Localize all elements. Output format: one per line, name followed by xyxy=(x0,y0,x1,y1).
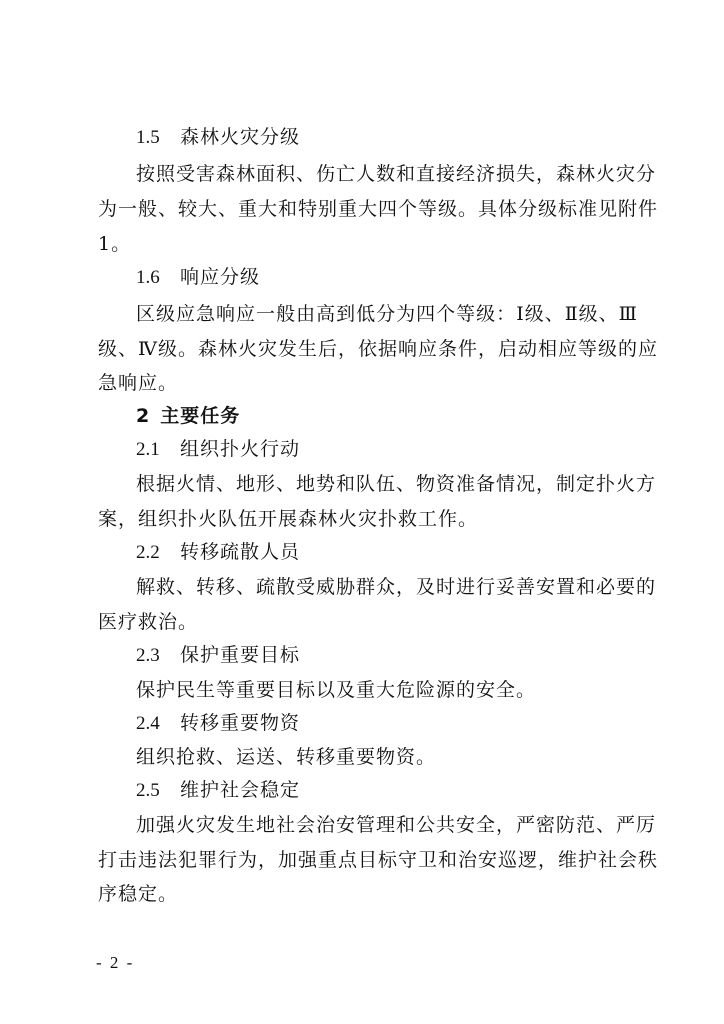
section-number: 2.4 xyxy=(136,713,160,734)
section-number: 2.3 xyxy=(136,645,160,666)
paragraph-line: 按照受害森林面积、伤亡人数和直接经济损失，森林火灾分 xyxy=(136,163,657,185)
paragraph-line: 急响应。 xyxy=(98,372,179,394)
page-number: - 2 - xyxy=(96,953,135,972)
section-title: 主要任务 xyxy=(160,405,241,427)
paragraph-line: 为一般、较大、重大和特别重大四个等级。具体分级标准见附件 xyxy=(98,198,659,220)
section-number: 2.1 xyxy=(136,439,160,460)
section-heading-2-2 xyxy=(136,540,676,565)
section-number: 1.5 xyxy=(136,127,160,148)
section-heading-2-4 xyxy=(136,711,676,736)
section-title: 转移疏散人员 xyxy=(180,541,301,563)
section-number: 1.6 xyxy=(136,267,160,288)
paragraph-line: 保护民生等重要目标以及重大危险源的安全。 xyxy=(136,679,537,701)
paragraph-line: 1。 xyxy=(98,233,132,255)
section-title: 维护社会稳定 xyxy=(180,779,301,801)
paragraph-line: 加强火灾发生地社会治安管理和公共安全，严密防范、严厉 xyxy=(136,814,657,836)
section-heading-2-5 xyxy=(136,778,676,803)
section-heading-1-5 xyxy=(136,125,676,150)
section-title: 保护重要目标 xyxy=(180,644,301,666)
section-heading-2 xyxy=(136,404,676,428)
paragraph-line: 打击违法犯罪行为，加强重点目标守卫和治安巡逻，维护社会秩 xyxy=(98,849,659,871)
paragraph-line: 根据火情、地形、地势和队伍、物资准备情况，制定扑火方 xyxy=(136,473,657,495)
paragraph-line: 组织抢救、运送、转移重要物资。 xyxy=(136,746,437,768)
section-title: 转移重要物资 xyxy=(180,712,301,734)
paragraph-line: 案，组织扑火队伍开展森林火灾扑救工作。 xyxy=(98,508,479,530)
section-number: 2 xyxy=(136,405,151,427)
section-heading-2-1 xyxy=(136,437,676,462)
section-heading-1-6 xyxy=(136,265,676,290)
section-heading-2-3 xyxy=(136,643,676,668)
section-title: 森林火灾分级 xyxy=(180,126,301,148)
paragraph-line: 解救、转移、疏散受威胁群众，及时进行妥善安置和必要的 xyxy=(136,576,657,598)
section-number: 2.2 xyxy=(136,542,160,563)
section-title: 响应分级 xyxy=(180,266,261,288)
paragraph-line: 级、Ⅳ级。森林火灾发生后，依据响应条件，启动相应等级的应 xyxy=(98,338,658,360)
section-title: 组织扑火行动 xyxy=(180,438,301,460)
paragraph-line: 医疗救治。 xyxy=(98,611,199,633)
paragraph-line: 序稳定。 xyxy=(98,883,179,905)
section-number: 2.5 xyxy=(136,780,160,801)
paragraph-line: 区级应急响应一般由高到低分为四个等级：Ⅰ级、Ⅱ级、Ⅲ xyxy=(136,303,638,325)
